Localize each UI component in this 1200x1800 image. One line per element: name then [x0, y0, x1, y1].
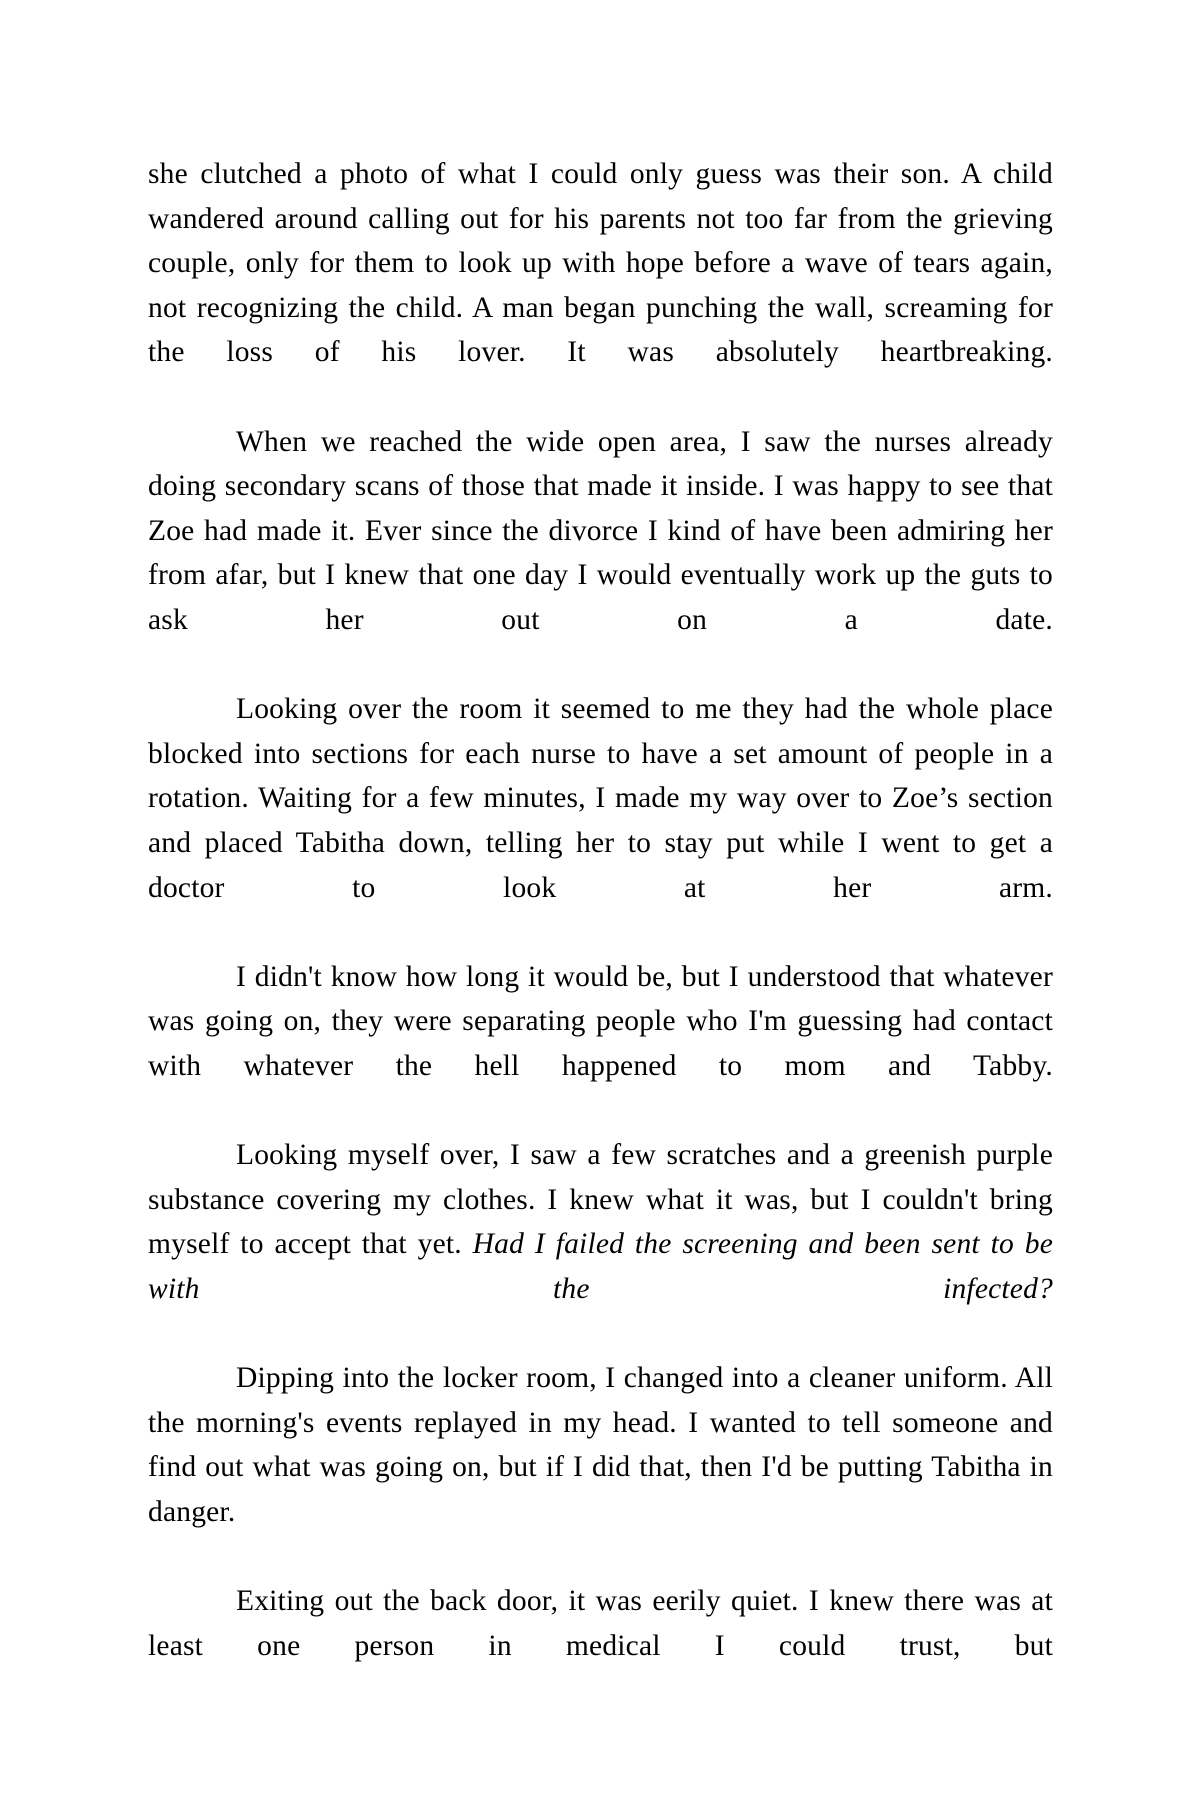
paragraph-1: she clutched a photo of what I could only guess was their son. A child wandered around calling out for his parents not too far from the grieving couple, only for them to look up with hope before a wave of tears again, not recognizing the child. A man began punching the wall, screaming for the loss of his lover. It was absolutely heartbreaking. — [148, 158, 1053, 369]
paragraph-3: Looking over the room it seemed to me they had the whole place blocked into sections for each nurse to have a set amount of people in a rotation. Waiting for a few minutes, I made my way over to Zoe’s section and placed Tabitha down, telling her to stay put while I went to get a doctor to look at her arm. — [148, 693, 1053, 904]
paragraph-7: Exiting out the back door, it was eerily quiet. I knew there was at least one person in medical I could trust, but — [148, 1585, 1053, 1662]
paragraph-4: I didn't know how long it would be, but I understood that whatever was going on, they were separating people who I'm guessing had contact with whatever the hell happened to mom and Tabby. — [148, 960, 1053, 1082]
paragraph-6: Dipping into the locker room, I changed into a cleaner uniform. All the morning's events replayed in my head. I wanted to tell someone and find out what was going on, but if I did that, then I'd be putting Tabitha in danger. — [148, 1362, 1053, 1528]
paragraph-2: When we reached the wide open area, I saw the nurses already doing secondary scans of those that made it inside. I was happy to see that Zoe had made it. Ever since the divorce I kind of have been admiring her from afar, but I knew that one day I would eventually work up the guts to ask her out on a date. — [148, 425, 1053, 636]
paragraph-5-roman-text: Looking myself over, I saw a few scratches and a greenish purple substance covering my clothes. I knew what it was, but I couldn't bring myself to accept that yet. — [148, 1139, 1053, 1261]
body-text-column — [148, 152, 1053, 1713]
paragraph-5 — [148, 1133, 1053, 1356]
paragraph-5-italic-question: Had I failed the screening and been sent to be with the infected? — [148, 1228, 1054, 1305]
